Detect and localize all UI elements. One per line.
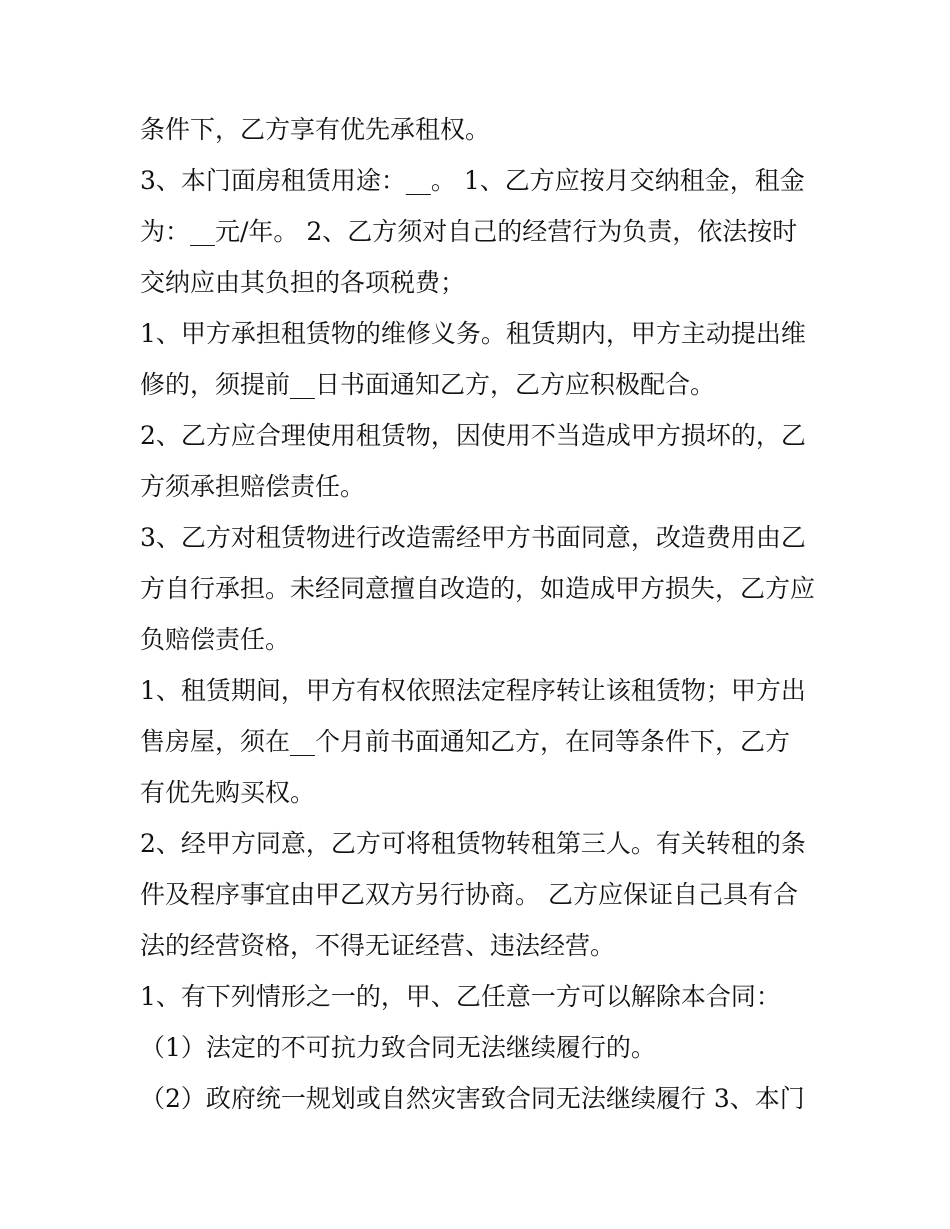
text-line: 1、租赁期间，甲方有权依照法定程序转让该租赁物；甲方出 <box>140 676 806 705</box>
text-line: 法的经营资格，不得无证经营、违法经营。 <box>140 931 616 960</box>
text-line: 修的，须提前__日书面通知乙方，乙方应积极配合。 <box>140 370 716 399</box>
text-line: 件及程序事宜由甲乙双方另行协商。 乙方应保证自己具有合 <box>140 880 798 909</box>
text-line: 2、乙方应合理使用租赁物，因使用不当造成甲方损坏的，乙 <box>140 421 806 450</box>
text-line: （2）政府统一规划或自然灾害致合同无法继续履行 3、本门 <box>140 1084 805 1113</box>
text-line: 条件下，乙方享有优先承租权。 <box>140 115 491 144</box>
text-line: 方自行承担。未经同意擅自改造的，如造成甲方损失，乙方应 <box>140 574 816 603</box>
text-line: 3、本门面房租赁用途：__。 1、乙方应按月交纳租金，租金 <box>140 166 805 195</box>
text-line: （1）法定的不可抗力致合同无法继续履行的。 <box>140 1033 656 1062</box>
text-line: 为：__元/年。 2、乙方须对自己的经营行为负责，依法按时 <box>140 217 798 246</box>
text-line: 负赔偿责任。 <box>140 625 291 654</box>
text-line: 3、乙方对租赁物进行改造需经甲方书面同意，改造费用由乙 <box>140 523 806 552</box>
text-line: 1、有下列情形之一的，甲、乙任意一方可以解除本合同： <box>140 982 781 1011</box>
contract-text <box>140 104 820 1124</box>
text-line: 交纳应由其负担的各项税费； <box>140 268 466 297</box>
text-line: 售房屋，须在__个月前书面通知乙方，在同等条件下，乙方 <box>140 727 791 756</box>
text-line: 方须承担赔偿责任。 <box>140 472 366 501</box>
text-line: 2、经甲方同意，乙方可将租赁物转租第三人。有关转租的条 <box>140 829 806 858</box>
text-line: 1、甲方承担租赁物的维修义务。租赁期内，甲方主动提出维 <box>140 319 806 348</box>
text-line: 有优先购买权。 <box>140 778 316 807</box>
